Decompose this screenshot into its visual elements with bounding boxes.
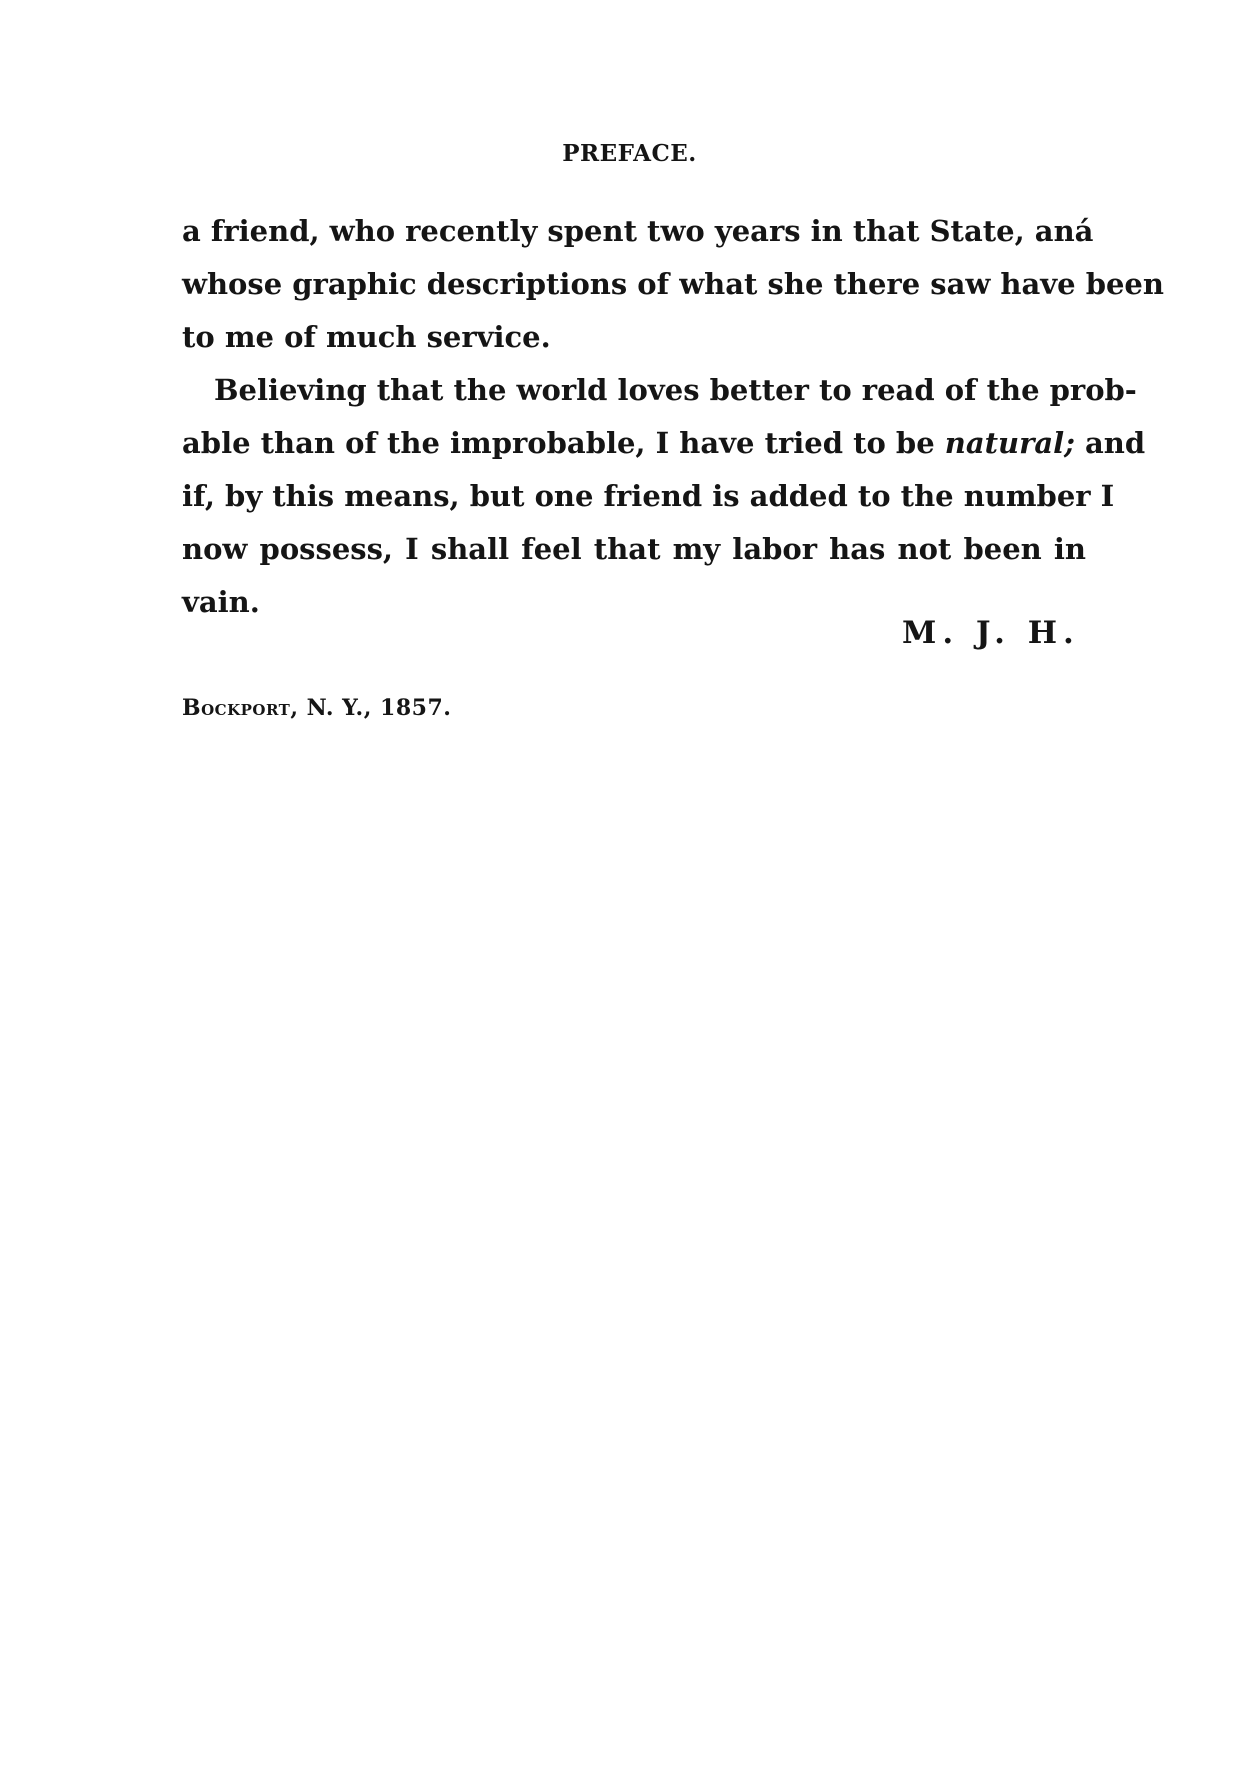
paragraph-2-line-1: Believing that the world loves better to read of the prob- (214, 373, 1137, 407)
paragraph-2-line-3: if, by this means, but one friend is added to the number I (182, 479, 1115, 513)
paragraph-2-line-4: now possess, I shall feel that my labor has not been in (182, 532, 1086, 566)
author-signature: M. J. H. (902, 615, 1080, 651)
emphasis-natural: natural; (944, 426, 1075, 460)
paragraph-2-line-5: vain. (182, 585, 260, 619)
paragraph-2-line-2-tail: and (1074, 426, 1146, 460)
paragraph-1-line-3: to me of much service. (182, 320, 551, 354)
paragraph-1-line-2: whose graphic descriptions of what she there saw have been (182, 267, 1164, 301)
place-and-date: Bockport, N. Y., 1857. (182, 695, 452, 721)
page-header-title: PREFACE. (562, 140, 697, 167)
preface-body (182, 205, 1164, 629)
paragraph-2-line-2-text: able than of the improbable, I have tried to be (182, 426, 945, 460)
paragraph-1-line-1: a friend, who recently spent two years in that State, aná (182, 214, 1094, 248)
paragraph-2-line-2 (182, 417, 1146, 470)
